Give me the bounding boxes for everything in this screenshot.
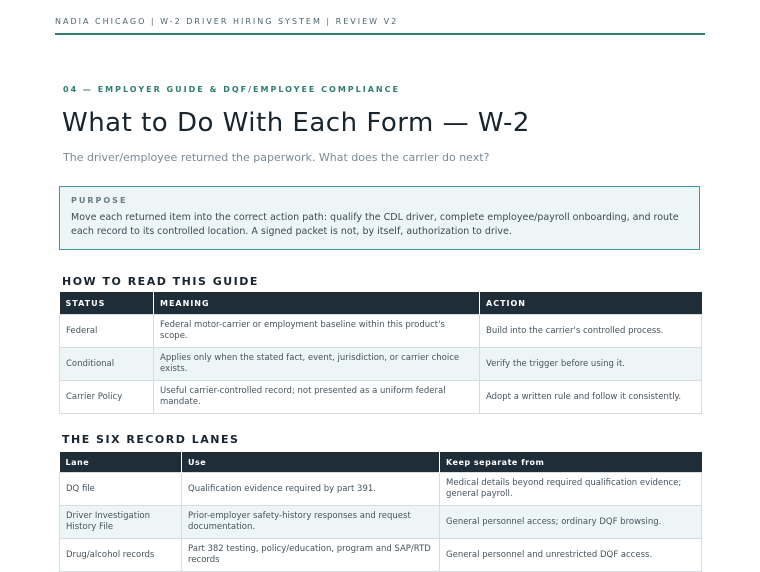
use-cell: Prior-employer safety-history responses and request documentation. <box>182 506 440 539</box>
column-header: STATUS <box>60 292 154 315</box>
page-title: What to Do With Each Form — W-2 <box>62 108 530 138</box>
table-row <box>60 539 702 572</box>
separate-cell: General personnel and unrestricted DQF access. <box>440 539 702 572</box>
separate-cell: Medical details beyond required qualification evidence; general payroll. <box>440 473 702 506</box>
guide-table <box>59 292 702 414</box>
header-divider <box>55 33 705 35</box>
meaning-cell: Applies only when the stated fact, event, jurisdiction, or carrier choice exists. <box>154 348 480 381</box>
column-header: ACTION <box>480 292 702 315</box>
column-header: Lane <box>60 452 182 473</box>
column-header: Use <box>182 452 440 473</box>
column-header: MEANING <box>154 292 480 315</box>
purpose-label: PURPOSE <box>71 196 128 205</box>
action-cell: Adopt a written rule and follow it consistently. <box>480 381 702 414</box>
status-cell: Federal <box>60 315 154 348</box>
status-cell: Conditional <box>60 348 154 381</box>
action-cell: Build into the carrier's controlled process. <box>480 315 702 348</box>
guide-heading: HOW TO READ THIS GUIDE <box>62 275 259 288</box>
lane-cell: Drug/alcohol records <box>60 539 182 572</box>
action-cell: Verify the trigger before using it. <box>480 348 702 381</box>
lane-cell: DQ file <box>60 473 182 506</box>
column-header: Keep separate from <box>440 452 702 473</box>
table-row <box>60 315 702 348</box>
separate-cell: General personnel access; ordinary DQF browsing. <box>440 506 702 539</box>
use-cell: Part 382 testing, policy/education, program and SAP/RTD records <box>182 539 440 572</box>
lanes-heading: THE SIX RECORD LANES <box>62 433 240 446</box>
purpose-text: Move each returned item into the correct action path: qualify the CDL driver, complete employee/payroll onboarding, and route each record to its controlled location. A signed packet is not, by itself, authorization to drive. <box>71 212 679 237</box>
purpose-callout <box>59 186 700 250</box>
table-row <box>60 506 702 539</box>
status-cell: Carrier Policy <box>60 381 154 414</box>
table-row <box>60 348 702 381</box>
record-lanes-table <box>59 452 702 572</box>
table-header-row <box>60 452 702 473</box>
lane-cell: Driver Investigation History File <box>60 506 182 539</box>
page-subtitle: The driver/employee returned the paperwork. What does the carrier do next? <box>63 151 490 164</box>
table-row <box>60 381 702 414</box>
section-label: 04 — EMPLOYER GUIDE & DQF/EMPLOYEE COMPLIANCE <box>63 85 400 94</box>
meaning-cell: Useful carrier-controlled record; not presented as a uniform federal mandate. <box>154 381 480 414</box>
use-cell: Qualification evidence required by part 391. <box>182 473 440 506</box>
meaning-cell: Federal motor-carrier or employment baseline within this product's scope. <box>154 315 480 348</box>
table-row <box>60 473 702 506</box>
table-header-row <box>60 292 702 315</box>
document-header-bar: NADIA CHICAGO | W-2 DRIVER HIRING SYSTEM | REVIEW V2 <box>55 17 399 26</box>
